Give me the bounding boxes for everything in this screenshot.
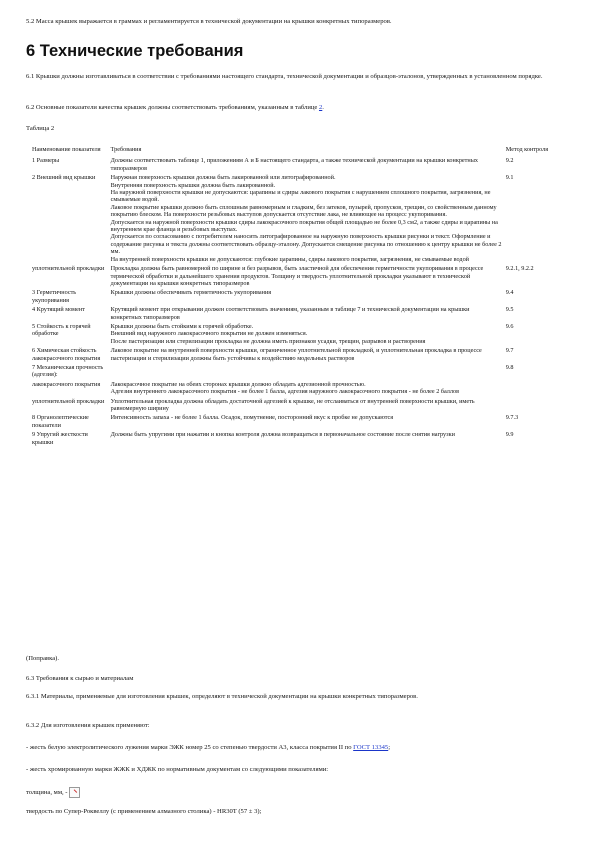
table-header-row — [30, 146, 570, 156]
method-cell: 9.2.1, 9.2.2 — [505, 265, 534, 273]
paragraph-6-2-text: 6.2 Основные показатели качества крышек должны соответствовать требованиям, указанным в таблице — [26, 104, 319, 111]
table-row — [30, 346, 570, 363]
requirement-cell — [109, 397, 504, 414]
requirement-line: Наружная поверхность крышки должна быть лакированной или литографированной. — [110, 174, 336, 182]
method-cell: 9.7 — [505, 347, 514, 355]
method-cell: 9.2 — [505, 157, 514, 165]
indicator-cell: уплотнительной прокладки — [32, 397, 105, 405]
table-row — [30, 288, 570, 305]
method-cell: 9.4 — [505, 289, 514, 297]
requirement-cell — [109, 288, 504, 305]
bullet-chromed-tin: - жесть хромированную марки ЖЖК и ХДЖК по нормативным документам со следующими показателями: — [26, 766, 329, 773]
requirement-line: После пастеризации или стерилизации прокладка не должна иметь признаков усадки, трещин, разрывов и растворения — [110, 337, 426, 345]
table-row — [30, 363, 570, 380]
indicator-cell: 4 Крутящий момент — [32, 306, 85, 314]
paragraph-6-2 — [26, 104, 574, 113]
indicator-cell: 8 Органолептические показатели — [32, 414, 89, 429]
paragraph-6-3-1: 6.3.1 Материалы, применяемые для изготовления крышек, определяют в технической документации на крышки конкретных типоразмеров. — [26, 693, 418, 700]
requirement-line: Внутренняя поверхность крышки должна быть лакированной. — [110, 181, 276, 189]
bullet-tin-plate — [26, 744, 574, 753]
paragraph-6-2-end: . — [322, 104, 324, 111]
requirement-line: Лакокрасочное покрытие на обеих сторонах крышки должно обладать адгезионной прочностью. — [110, 380, 366, 388]
table-row — [30, 264, 570, 288]
requirement-cell — [109, 363, 504, 380]
indicator-cell: 1 Размеры — [32, 157, 60, 165]
requirement-line: Должны быть упругими при нажатии и кнопка контроля должна возвращаться в первоначальное состояние после снятия нагрузки — [110, 431, 455, 439]
method-cell: 9.5 — [505, 306, 514, 314]
requirement-line: Лаковое покрытие крышки должно быть сплошным равномерным и гладким, без затеков, пузырей, пропусков, трещин, со свойственным данному покрытию блеском. На поверхности резьбовых выступов допускается отсутствие лака, не влияющее на процесс укупоривания. — [110, 203, 497, 219]
requirement-cell — [109, 305, 504, 322]
requirement-cell — [109, 413, 504, 430]
requirement-line: Крышки должны обеспечивать герметичность укупоривания — [110, 289, 272, 297]
requirement-line: Должны соответствовать таблице 1, приложениям А и Б настоящего стандарта, а также технической документации на крышки конкретных типоразмеров — [110, 157, 478, 172]
requirement-line: Крышки должны быть стойкими к горячей обработке. — [110, 322, 254, 330]
bullet-tin-plate-text: - жесть белую электролитического лужения марки ЭЖК номер 25 со степенью твердости А3, класса покрытия II по — [26, 744, 354, 751]
table-body — [30, 156, 570, 447]
requirement-line: Прокладка должна быть равномерной по ширине и без разрывов, быть эластичной для обеспечения герметичности укупоривания в процессе термической обработки и дальнейшего хранения продуктов. Толщину и твердость уплотнительной прокладки указывают в технической документации на крышки конкретных типоразмеров — [110, 265, 484, 287]
broken-image-icon — [69, 787, 80, 798]
paragraph-6-1: 6.1 Крышки должны изготавливаться в соответствии с требованиями настоящего стандарта, технической документации и образцов-эталонов, утвержденных в установленном порядке. — [26, 73, 543, 80]
indicator-cell: 5 Стойкость к горячей обработке — [32, 322, 91, 338]
requirement-line: Внешний вид наружного лакокрасочного покрытия не должен изменяться. — [110, 330, 308, 338]
table-row — [30, 380, 570, 397]
indicator-cell: 6 Химическая стойкость лакокрасочного покрытия — [32, 347, 101, 362]
requirement-cell — [109, 264, 504, 288]
method-cell: 9.7.3 — [505, 414, 519, 422]
table-row — [30, 397, 570, 414]
table-row — [30, 413, 570, 430]
requirement-line: Лаковое покрытие на внутренней поверхности крышки, ограниченное уплотнительной прокладкой, и уплотнительная прокладка в процессе пастеризации и стерилизации должны быть устойчивы к воздействию модельных растворов — [110, 347, 482, 362]
table-row — [30, 173, 570, 264]
method-cell: 9.6 — [505, 322, 514, 330]
requirement-line: На наружной поверхности крышки не допускаются: царапины и сдиры лакового покрытия с нарушением сплошного покрытия, загрязнения, не смываемые водой. — [110, 189, 491, 204]
indicator-cell: 7 Механическая прочность (адгезия): — [32, 363, 104, 379]
requirement-cell — [109, 430, 504, 447]
requirement-line: Крутящий момент при открывании должен соответствовать значениям, указанным в таблице 7 и технической документации на крышки конкретных типоразмеров — [110, 306, 470, 321]
table-row — [30, 322, 570, 346]
method-cell: 9.8 — [505, 363, 514, 371]
method-cell — [504, 380, 570, 397]
requirement-cell — [109, 156, 504, 173]
indicator-cell: 9 Упругий жесткости крышки — [32, 431, 88, 446]
top-note: 5.2 Масса крышек выражается в граммах и регламентируется в технической документации на крышки конкретных типоразмеров. — [26, 18, 392, 25]
requirement-line: Допускается на наружной поверхности крышки сдиры лакокрасочного покрытия общей площадью не более 0,3 см2, а также сдиры и царапины на внутреннем крае фланца и резьбовых выступах. — [110, 218, 498, 234]
table-row — [30, 305, 570, 322]
header-method: Метод контроля — [505, 146, 549, 153]
indicator-cell: лакокрасочного покрытия — [32, 380, 101, 388]
requirement-cell — [109, 173, 504, 264]
requirement-line: Допускается по согласованию с потребителем наносить литографированное на наружную поверхность крышки рисунки и текст. Оформление и содержание рисунка и текста должны соответствовать образцу-эталону. Допускается смещение рисунка по отношению к центру крышки не более 2 мм. — [110, 233, 502, 256]
requirement-line: На внутренней поверхности крышки не допускаются: глубокие царапины, сдиры лакового покрытия, загрязнения, не смываемые водой — [110, 255, 469, 263]
table-row — [30, 156, 570, 173]
method-cell: 9.9 — [505, 431, 514, 439]
section-title: 6 Технические требования — [26, 42, 244, 60]
thickness-label: толщина, мм, - — [26, 789, 68, 797]
thickness-line — [26, 787, 574, 798]
requirement-cell — [109, 346, 504, 363]
indicator-cell: 3 Герметичность укупоривания — [32, 289, 77, 304]
header-requirements: Требования — [110, 146, 142, 153]
amendment-note: (Поправка). — [26, 655, 59, 662]
header-indicator: Наименование показателя — [32, 146, 101, 153]
hardness-line: твердость по Супер-Роквеллу (с применением алмазного столика) - HR30T (57 ± 3); — [26, 808, 262, 815]
requirement-cell — [109, 380, 504, 397]
paragraph-6-3: 6.3 Требования к сырью и материалам — [26, 675, 134, 682]
requirement-cell — [109, 322, 504, 346]
bullet-tin-plate-end: ; — [388, 744, 391, 751]
indicator-cell: уплотнительной прокладки — [32, 265, 105, 273]
requirements-table — [30, 146, 570, 447]
requirement-line: Интенсивность запаха - не более 1 балла. Осадок, помутнение, посторонний вкус к пробке не допускаются — [110, 414, 394, 422]
table-2-link[interactable]: 2 — [318, 104, 323, 111]
paragraph-6-3-2: 6.3.2 Для изготовления крышек применяют: — [26, 722, 150, 729]
gost-13345-link[interactable]: ГОСТ 13345 — [353, 744, 389, 751]
requirement-line: Уплотнительная прокладка должна обладать достаточной адгезией к крышке, не отслаиваться от внутренней поверхности крышки, иметь равномерную ширину — [110, 397, 475, 412]
table-row — [30, 430, 570, 447]
method-cell: 9.1 — [505, 174, 514, 182]
indicator-cell: 2 Внешний вид крышки — [32, 174, 96, 182]
table-caption: Таблица 2 — [26, 125, 55, 132]
method-cell — [504, 397, 570, 414]
requirement-line: Адгезия внутреннего лакокрасочного покрытия - не более 1 балла, адгезия наружного лакокрасочного покрытия - не более 2 баллов — [110, 388, 459, 396]
